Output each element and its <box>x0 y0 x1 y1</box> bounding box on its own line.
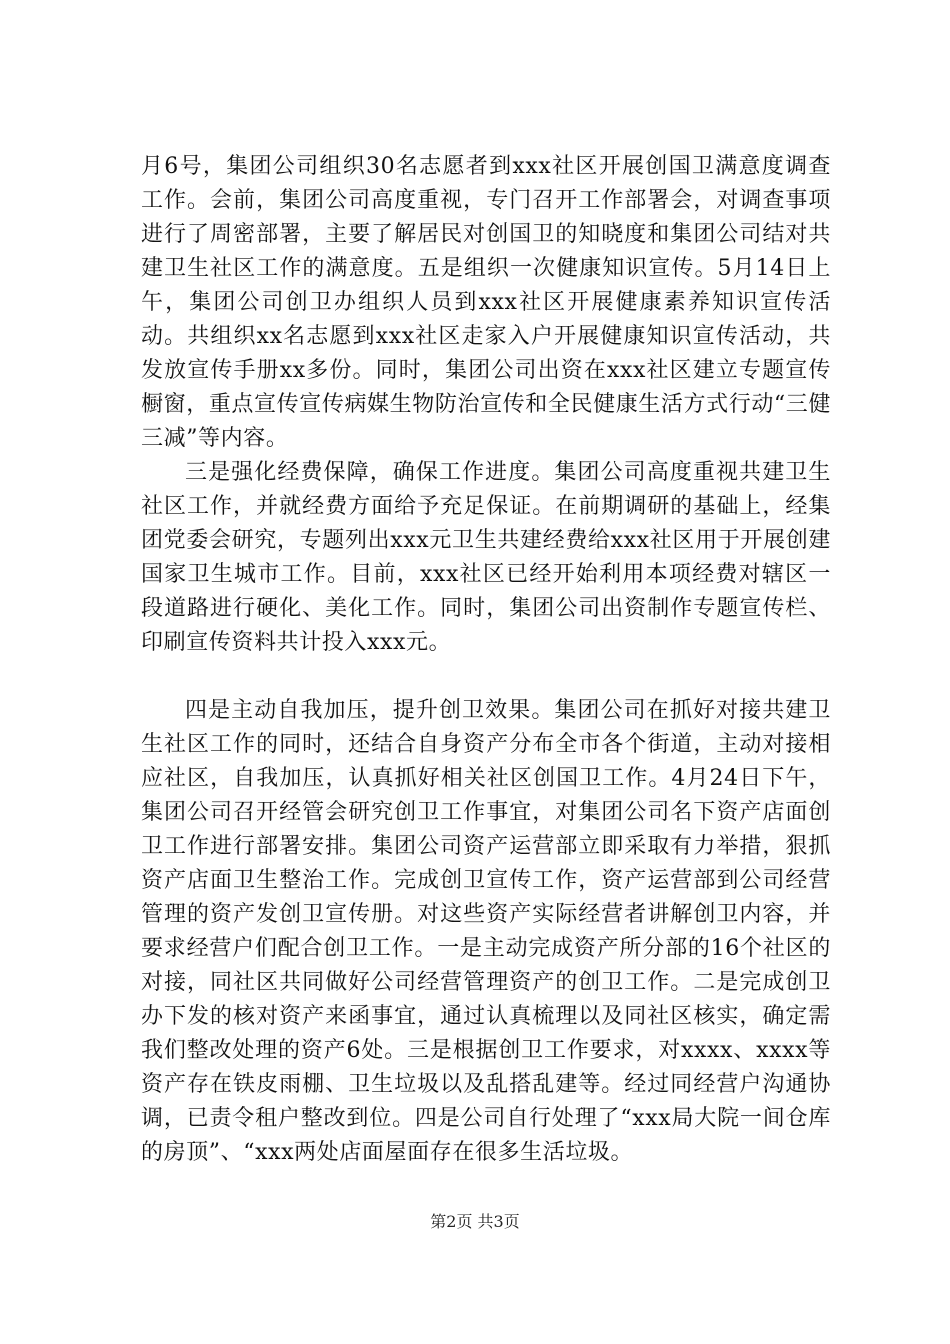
paragraph-funding-guarantee: 三是强化经费保障，确保工作进度。集团公司高度重视共建卫生社区工作，并就经费方面给予充足保证。在前期调研的基础上，经集团党委会研究，专题列出xxx元卫生共建经费给xxx社区用于开展创建国家卫生城市工作。目前，xxx社区已经开始利用本项经费对辖区一段道路进行硬化、美化工作。同时，集团公司出资制作专题宣传栏、印刷宣传资料共计投入xxx元。 <box>141 460 831 655</box>
paragraph-spacer <box>141 660 831 694</box>
paragraph-continued: 月6号，集团公司组织30名志愿者到xxx社区开展创国卫满意度调查工作。会前，集团公司高度重视，专门召开工作部署会，对调查事项进行了周密部署，主要了解居民对创国卫的知晓度和集团公司结对共建卫生社区工作的满意度。五是组织一次健康知识宣传。5月14日上午，集团公司创卫办组织人员到xxx社区开展健康素养知识宣传活动。共组织xx名志愿到xxx社区走家入户开展健康知识宣传活动，共发放宣传手册xx多份。同时，集团公司出资在xxx社区建立专题宣传橱窗，重点宣传宣传病媒生物防治宣传和全民健康生活方式行动“三健三减”等内容。 <box>141 154 831 451</box>
document-body <box>141 150 831 1170</box>
page-number-footer: 第2页 共3页 <box>430 1212 520 1231</box>
paragraph-self-pressure: 四是主动自我加压，提升创卫效果。集团公司在抓好对接共建卫生社区工作的同时，还结合自身资产分布全市各个街道，主动对接相应社区，自我加压，认真抓好相关社区创国卫工作。4月24日下午，集团公司召开经管会研究创卫工作事宜，对集团公司名下资产店面创卫工作进行部署安排。集团公司资产运营部立即采取有力举措，狠抓资产店面卫生整治工作。完成创卫宣传工作，资产运营部到公司经营管理的资产发创卫宣传册。对这些资产实际经营者讲解创卫内容，并要求经营户们配合创卫工作。一是主动完成资产所分部的16个社区的对接，同社区共同做好公司经营管理资产的创卫工作。二是完成创卫办下发的核对资产来函事宜，通过认真梳理以及同社区核实，确定需我们整改处理的资产6处。三是根据创卫工作要求，对xxxx、xxxx等资产存在铁皮雨棚、卫生垃圾以及乱搭乱建等。经过同经营户沟通协调，已责令租户整改到位。四是公司自行处理了“xxx局大院一间仓库的房顶”、“xxx两处店面屋面存在很多生活垃圾。 <box>141 698 831 1165</box>
